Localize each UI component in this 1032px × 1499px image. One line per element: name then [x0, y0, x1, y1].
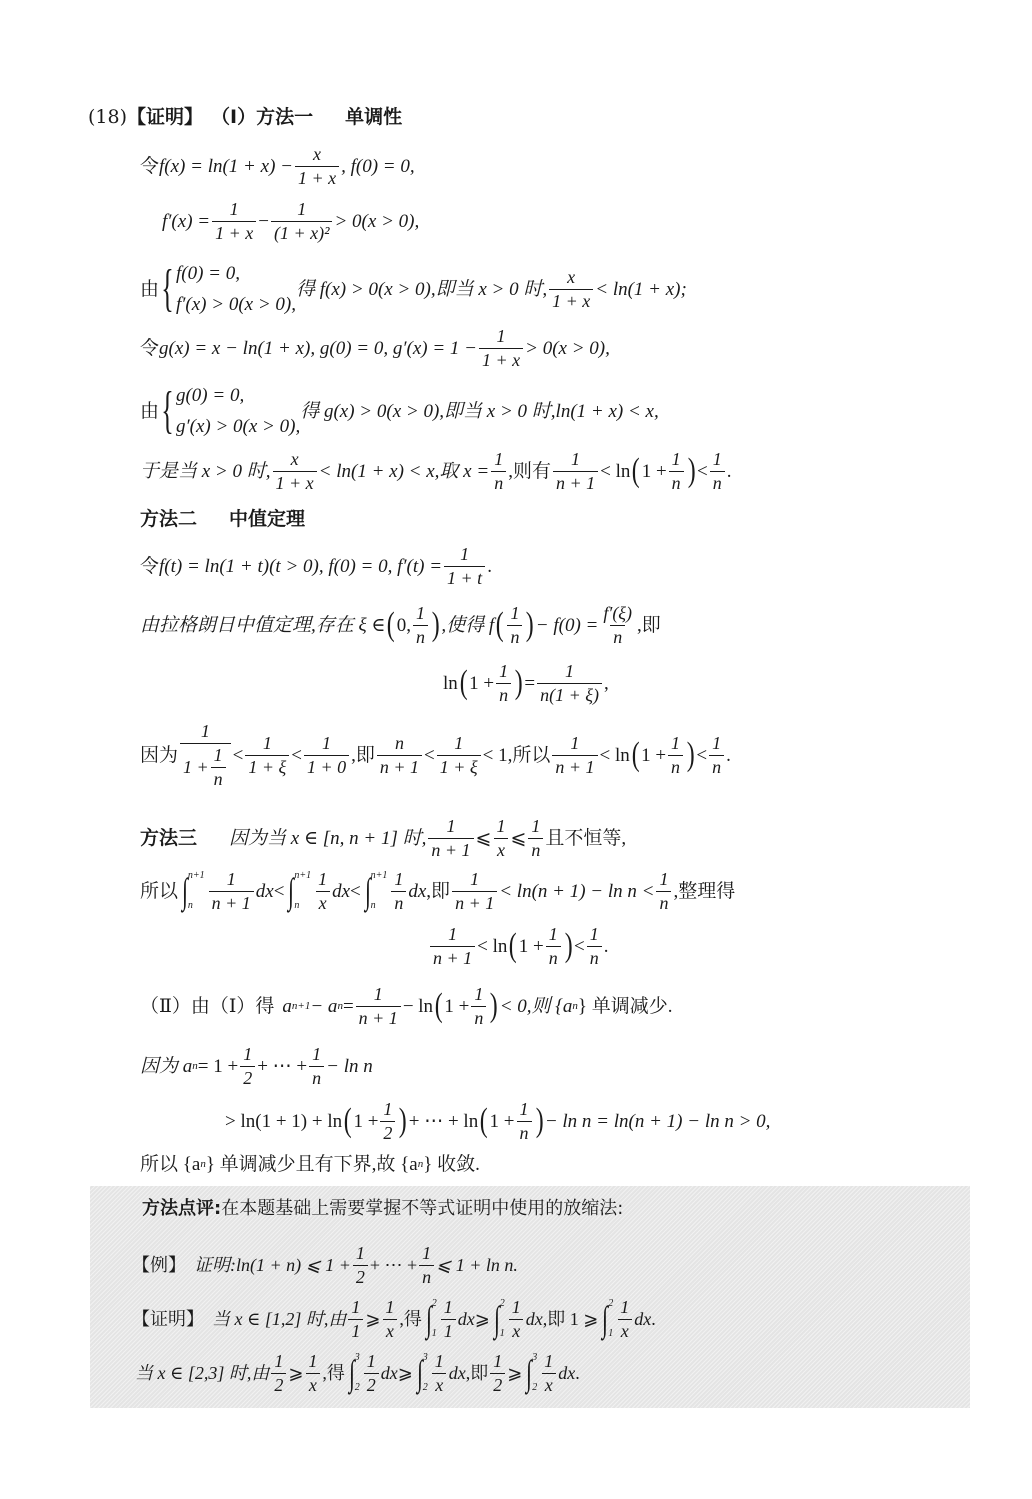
math: g(x) = x − ln(1 + x), g(0) = 0, g′(x) = 1 − — [159, 337, 477, 359]
part1-label: （Ⅰ） — [211, 106, 257, 128]
fraction: 1 1 + $\frac{1}{n}$ — [180, 722, 231, 789]
math: < ln — [600, 460, 631, 482]
m1-line-6: 于是当 x > 0 时, $\frac{x}{1 + x}$ < ln(1 + x) < x,取 x = $\frac{1}{n}$ ,则有 $\frac{1}{n + 1}$ < ln ( 1 + $\frac{1}{n}$ ) < $\frac{1}{n}$ . — [140, 449, 732, 493]
fraction: $\frac{1}{x}$ — [382, 1298, 397, 1341]
m1-line-5 — [140, 382, 659, 439]
text: 令 — [140, 337, 160, 359]
fraction: $\frac{1}{n}$ — [309, 1045, 324, 1088]
math: 得 g(x) > 0(x > 0),即当 x > 0 时,ln(1 + x) < x, — [300, 400, 659, 422]
fraction: $\frac{1}{n}$ — [669, 450, 684, 493]
part2-line-4: 所以 {a n } 单调减少且有下界,故 {a n } 收敛. — [140, 1154, 480, 1175]
fraction: $\frac{1}{n + 1}$ — [552, 734, 597, 777]
integral: ∫ 2 1 — [602, 1298, 614, 1340]
m2-line-1: 令 f(t) = ln(1 + t)(t > 0), f(0) = 0, f′(t) = $\frac{1}{1 + t}$ . — [140, 544, 492, 588]
text: 令 — [140, 155, 160, 177]
integral: ∫ n+1 n — [364, 870, 388, 912]
math: f′(x) = — [162, 210, 211, 232]
integral: ∫ n+1 n — [181, 870, 205, 912]
fraction: $\frac{1}{x}$ — [617, 1298, 632, 1341]
comment-title — [142, 1200, 623, 1218]
m3-line-1: 方法三 因为当 x ∈ [n, n + 1] 时, $\frac{1}{n + 1}$ ⩽ $\frac{1}{x}$ ⩽ $\frac{1}{n}$ 且不恒等, — [140, 816, 627, 860]
math: < ln(1 + x); — [595, 278, 687, 300]
fraction: $\frac{f'(\xi)}{n}$ — [603, 603, 633, 647]
math: f(x) = ln(1 + x) − — [159, 155, 293, 177]
method1-title: 方法一 — [256, 106, 314, 128]
fraction: $\frac{1}{1 + t}$ — [444, 545, 485, 588]
problem-number: (18) — [88, 106, 128, 128]
integral: ∫ 2 1 — [493, 1298, 505, 1340]
m2-line-4: 因为 1 1 + $\frac{1}{n}$ < $\frac{1}{1 + \xi}$ < $\frac{1}{1 + 0}$ ,即 $\frac{n}{n + 1}$ < $\frac{1}{1 + \xi}$ < 1,所以 $\frac{1}{n + 1}$ < ln ( 1 + $\frac{1}{n}$ ) < $\frac{1}{n}$ . — [140, 721, 731, 789]
example-tag: 【例】 — [132, 1255, 186, 1276]
fraction: $\frac{1}{n + 1}$ — [356, 985, 401, 1028]
fraction: $\frac{1}{1 + \xi}$ — [437, 734, 481, 777]
math: 由拉格朗日中值定理,存在 ξ ∈ — [140, 614, 386, 636]
fraction: $\frac{x}{1 + x}$ — [295, 145, 339, 188]
method2-title: 方法二 — [140, 508, 198, 530]
method2-header — [140, 510, 305, 529]
fraction: $\frac{1}{n}$ — [391, 870, 406, 913]
fraction: $\frac{1}{n}$ — [413, 604, 428, 647]
math: < ln(1 + x) < x,取 x = — [318, 460, 490, 482]
fraction: $\frac{1}{2}$ — [364, 1352, 379, 1395]
text: 于是当 x > 0 时, — [140, 460, 271, 482]
m3-line-3: $\frac{1}{n + 1}$ < ln ( 1 + $\frac{1}{n}$ ) < $\frac{1}{n}$ . — [428, 925, 609, 968]
method2-name: 中值定理 — [229, 508, 306, 530]
fraction: $\frac{n}{n + 1}$ — [377, 734, 422, 777]
example-line: 【例】 证明:ln(1 + n) ⩽ 1 + $\frac{1}{2}$ + ⋯ + $\frac{1}{n}$ ⩽ 1 + ln n. — [132, 1243, 518, 1287]
fraction: $\frac{1}{n}$ — [668, 734, 683, 777]
fraction: $\frac{1}{2}$ — [380, 1100, 395, 1143]
m1-line-4 — [140, 327, 610, 370]
method3-title: 方法三 — [140, 826, 198, 849]
fraction: $\frac{1}{2}$ — [271, 1352, 286, 1395]
fraction: $\frac{1}{1}$ — [348, 1298, 363, 1341]
text: 令 — [140, 555, 160, 577]
m1-line-2 — [162, 200, 419, 243]
problem-header — [88, 108, 402, 127]
proof-line-1: 【证明】 当 x ∈ [1,2] 时,由 $\frac{1}{1}$ ⩾ $\frac{1}{x}$ ,得 ∫ 2 1 $\frac{1}{1}$ dx ⩾ ∫ 2 1 $\frac{1}{x}$ dx ,即 1 ⩾ ∫ 2 1 $\frac{1}{x}$ dx . — [132, 1297, 656, 1341]
fraction: $\frac{1}{1 + x}$ — [212, 200, 256, 243]
math: 得 f(x) > 0(x > 0),即当 x > 0 时, — [296, 278, 548, 300]
comment-title-text: 在本题基础上需要掌握不等式证明中使用的放缩法: — [221, 1198, 624, 1219]
text: 因为 — [140, 744, 179, 766]
fraction: $\frac{1}{n(1 + \xi)}$ — [537, 662, 602, 705]
part2-line-2: 因为 a n = 1 + $\frac{1}{2}$ + ⋯ + $\frac{1}{n}$ − ln n — [140, 1044, 373, 1088]
equation-system: { g(0) = 0, g′(x) > 0(x > 0), — [161, 382, 301, 439]
m2-line-3: ln ( 1 + $\frac{1}{n}$ ) = $\frac{1}{n(1 + \xi)}$ , — [443, 661, 609, 705]
fraction: $\frac{1}{2}$ — [353, 1244, 368, 1287]
fraction: $\frac{1}{n}$ — [656, 870, 671, 913]
integral: ∫ 3 2 — [416, 1352, 428, 1394]
fraction: $\frac{1}{1 + x}$ — [479, 327, 523, 370]
equation-system: { f(0) = 0, f′(x) > 0(x > 0), — [161, 260, 296, 317]
m2-line-2: 由拉格朗日中值定理,存在 ξ ∈ ( 0, $\frac{1}{n}$ ) ,使得 f ( $\frac{1}{n}$ ) − f(0) = $\frac{f'(\xi)}{n}$ ,即 — [140, 603, 661, 647]
math: , f(0) = 0, — [341, 155, 415, 177]
m1-line-1 — [140, 145, 415, 188]
fraction: $\frac{1}{x}$ — [432, 1352, 447, 1395]
fraction: $\frac{1}{2}$ — [240, 1045, 255, 1088]
fraction: $\frac{1}{2}$ — [490, 1352, 505, 1395]
fraction: $\frac{1}{n}$ — [546, 925, 561, 968]
fraction: $\frac{1}{1 + \xi}$ — [245, 734, 289, 777]
proof-tag: 【证明】 — [132, 1309, 204, 1330]
integral: ∫ 2 1 — [425, 1298, 437, 1340]
text: 由 — [140, 278, 160, 300]
fraction: $\frac{1}{n}$ — [709, 734, 724, 777]
fraction: $\frac{1}{n}$ — [507, 604, 522, 647]
math: > 0(x > 0), — [334, 210, 420, 232]
math: f(t) = ln(1 + t)(t > 0), f(0) = 0, f′(t) = — [159, 555, 443, 577]
method-comment-box — [90, 1186, 970, 1408]
fraction: $\frac{1}{n}$ — [471, 985, 486, 1028]
part2-line-1: （Ⅱ）由（Ⅰ）得 a n+1 − a n = $\frac{1}{n + 1}$ − ln ( 1 + $\frac{1}{n}$ ) < 0,则 {a n } 单调减少. — [140, 984, 673, 1028]
fraction: $\frac{1}{x}$ — [493, 817, 508, 860]
math: − — [258, 210, 269, 232]
fraction: $\frac{1}{1}$ — [441, 1298, 456, 1341]
fraction: $\frac{1}{n}$ — [528, 817, 543, 860]
fraction: $\frac{1}{x}$ — [305, 1352, 320, 1395]
proof-tag: 【证明】 — [127, 106, 204, 128]
method1-name: 单调性 — [345, 106, 403, 128]
m1-line-3 — [140, 260, 687, 317]
fraction: $\frac{1}{n + 1}$ — [209, 870, 254, 913]
text: ,则有 — [508, 460, 551, 482]
math: 因为当 x ∈ [n, n + 1] 时, — [229, 827, 427, 849]
fraction: $\frac{1}{n}$ — [710, 450, 725, 493]
integral: ∫ n+1 n — [288, 870, 312, 912]
text: 所以 — [140, 880, 179, 902]
fraction: $\frac{1}{n}$ — [517, 1100, 532, 1143]
fraction: $\frac{1}{x}$ — [509, 1298, 524, 1341]
fraction: $\frac{1}{n + 1}$ — [452, 870, 497, 913]
fraction: $\frac{1}{n}$ — [587, 925, 602, 968]
integral: ∫ 3 2 — [526, 1352, 538, 1394]
proof-line-2: 当 x ∈ [2,3] 时,由 $\frac{1}{2}$ ⩾ $\frac{1}{x}$ ,得 ∫ 3 2 $\frac{1}{2}$ dx ⩾ ∫ 3 2 $\frac{1}{x}$ dx ,即 $\frac{1}{2}$ ⩾ ∫ 3 2 $\frac{1}{x}$ dx . — [135, 1351, 580, 1395]
fraction: $\frac{1}{x}$ — [315, 870, 330, 913]
text: （Ⅱ）由（Ⅰ）得 — [140, 995, 275, 1017]
fraction: $\frac{1}{n}$ — [496, 662, 511, 705]
part2-line-3: > ln(1 + 1) + ln ( 1 + $\frac{1}{2}$ ) + ⋯ + ln ( 1 + $\frac{1}{n}$ ) − ln n = ln(n + 1) − ln n > 0, — [225, 1099, 771, 1143]
text: 由 — [140, 400, 160, 422]
fraction: $\frac{x}{1 + x}$ — [273, 450, 317, 493]
fraction: $\frac{1}{1 + 0}$ — [304, 734, 349, 777]
fraction: $\frac{1}{n}$ — [491, 450, 506, 493]
fraction: $\frac{1}{n + 1}$ — [553, 450, 598, 493]
fraction: $\frac{1}{x}$ — [541, 1352, 556, 1395]
comment-title-label: 方法点评: — [142, 1198, 222, 1219]
fraction: $\frac{1}{n + 1}$ — [430, 925, 475, 968]
integral: ∫ 3 2 — [348, 1352, 360, 1394]
m3-line-2: 所以 ∫ n+1 n $\frac{1}{n + 1}$ dx < ∫ n+1 n $\frac{1}{x}$ dx < ∫ n+1 n $\frac{1}{n}$ dx ,即 $\frac{1}{n + 1}$ < ln(n + 1) − ln n < $\frac{1}{n}$ ,整理得 — [140, 869, 736, 913]
fraction: $\frac{1}{n + 1}$ — [428, 817, 473, 860]
fraction: $\frac{1}{\text{(1 + x)²}}$ — [271, 200, 333, 243]
math: > 0(x > 0), — [525, 337, 610, 359]
fraction: $\frac{1}{n}$ — [419, 1244, 434, 1287]
fraction: $\frac{x}{1 + x}$ — [549, 268, 593, 311]
